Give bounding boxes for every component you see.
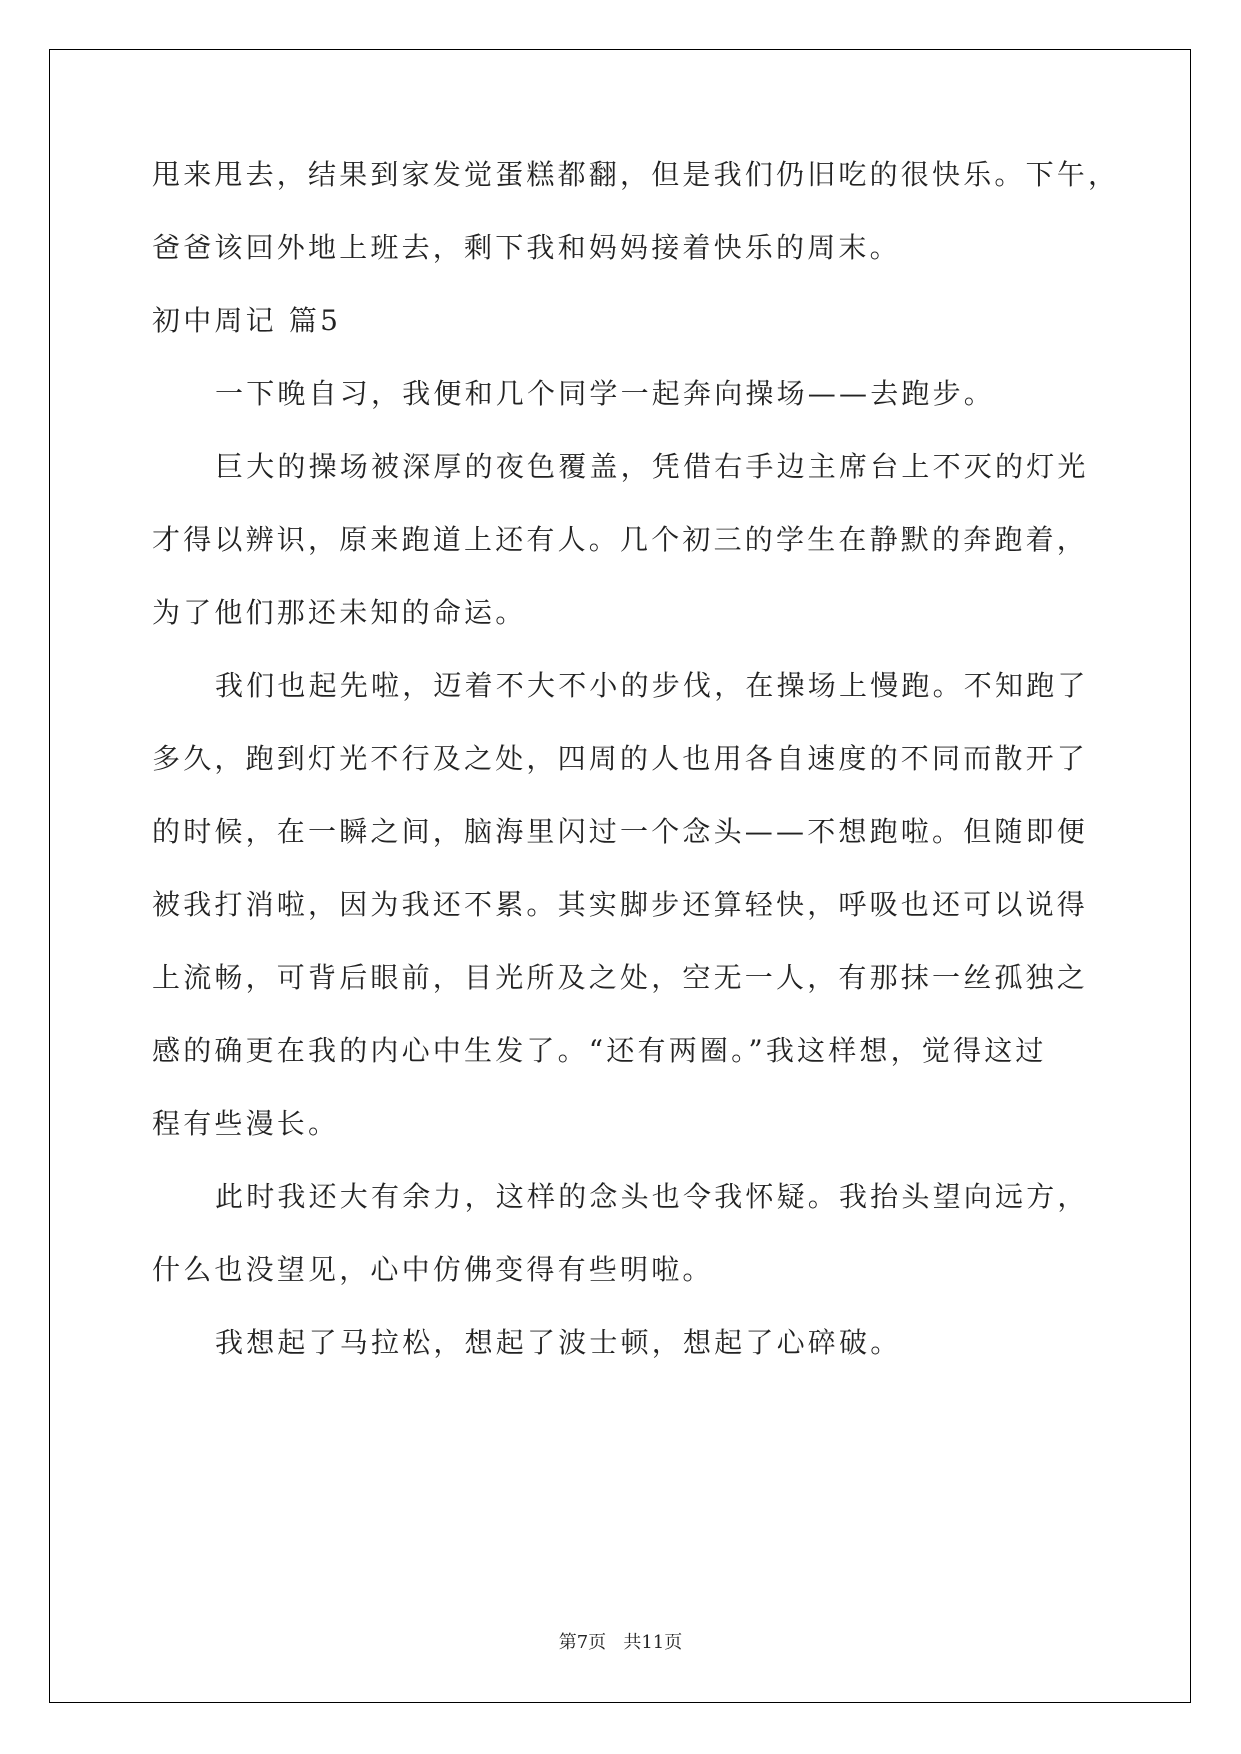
- paragraph-line: 此时我还大有余力，这样的念头也令我怀疑。我抬头望向远方，: [215, 1180, 1089, 1213]
- paragraph-line: 甩来甩去，结果到家发觉蛋糕都翻，但是我们仍旧吃的很快乐。下午，: [152, 158, 1120, 191]
- paragraph-line: 感的确更在我的内心中生发了。“还有两圈。”我这样想，觉得这过: [152, 1034, 1047, 1067]
- footer-spacer: [606, 1632, 623, 1653]
- paragraph-line: 的时候，在一瞬之间，脑海里闪过一个念头——不想跑啦。但随即便: [152, 815, 1089, 848]
- paragraph-line: 爸爸该回外地上班去，剩下我和妈妈接着快乐的周末。: [152, 231, 901, 264]
- paragraph-line: 上流畅，可背后眼前，目光所及之处，空无一人，有那抹一丝孤独之: [152, 961, 1089, 994]
- page-number: 第7页: [558, 1632, 607, 1653]
- paragraph-line: 多久，跑到灯光不行及之处，四周的人也用各自速度的不同而散开了: [152, 742, 1089, 775]
- paragraph-line: 为了他们那还未知的命运。: [152, 596, 527, 629]
- paragraph-line: 什么也没望见，心中仿佛变得有些明啦。: [152, 1253, 714, 1286]
- page-border: [49, 49, 1191, 1703]
- section-heading: 初中周记 篇5: [152, 304, 342, 337]
- paragraph-line: 我们也起先啦，迈着不大不小的步伐，在操场上慢跑。不知跑了: [215, 669, 1089, 702]
- paragraph-line: 被我打消啦，因为我还不累。其实脚步还算轻快，呼吸也还可以说得: [152, 888, 1089, 921]
- page-total: 共11页: [623, 1632, 683, 1653]
- paragraph-line: 我想起了马拉松，想起了波士顿，想起了心碎破。: [215, 1326, 902, 1359]
- page-footer: [0, 1631, 1241, 1655]
- paragraph-line: 巨大的操场被深厚的夜色覆盖，凭借右手边主席台上不灭的灯光: [215, 450, 1089, 483]
- paragraph-line: 一下晚自习，我便和几个同学一起奔向操场——去跑步。: [215, 377, 996, 410]
- paragraph-line: 才得以辨识，原来跑道上还有人。几个初三的学生在静默的奔跑着，: [152, 523, 1089, 556]
- paragraph-line: 程有些漫长。: [152, 1107, 340, 1140]
